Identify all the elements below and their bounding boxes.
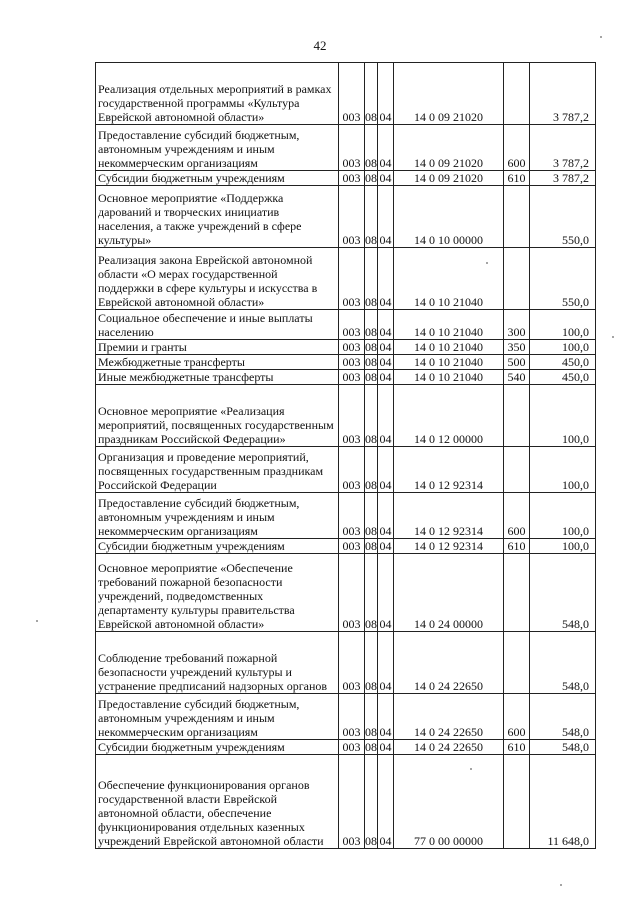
row-name: Межбюджетные трансферты <box>96 355 339 370</box>
row-vr-code: 610 <box>504 740 530 755</box>
row-pr-code: 04 <box>378 447 394 493</box>
row-name: Предоставление субсидий бюджетным, автономным учреждениям и иным некоммерческим организациям <box>96 694 339 740</box>
row-sum: 3 787,2 <box>530 171 596 186</box>
row-csr-code: 14 0 10 21040 <box>394 355 504 370</box>
table-row <box>96 370 596 385</box>
row-csr-code: 14 0 09 21020 <box>394 63 504 125</box>
budget-table <box>95 62 596 849</box>
row-sum: 11 648,0 <box>530 755 596 849</box>
row-pr-code: 04 <box>378 63 394 125</box>
row-vr-code: 600 <box>504 493 530 539</box>
row-sum: 100,0 <box>530 310 596 340</box>
row-rz-code: 08 <box>365 632 378 694</box>
row-gr-code: 003 <box>339 694 365 740</box>
row-sum: 100,0 <box>530 340 596 355</box>
row-csr-code: 14 0 12 92314 <box>394 447 504 493</box>
row-rz-code: 08 <box>365 125 378 171</box>
row-pr-code: 04 <box>379 355 392 369</box>
row-rz-code: 08 <box>365 248 378 310</box>
table-row <box>96 186 596 248</box>
row-vr-code <box>504 632 530 694</box>
row-name: Реализация отдельных мероприятий в рамках государственной программы «Культура Еврейской автономной области» <box>96 63 339 125</box>
row-rz-code: 08 <box>365 493 378 539</box>
row-csr-code: 14 0 10 00000 <box>394 186 504 248</box>
row-vr-code <box>504 186 530 248</box>
row-sum: 550,0 <box>530 186 596 248</box>
table-row <box>96 355 596 370</box>
row-pr-code: 04 <box>378 186 394 248</box>
table-row <box>96 125 596 171</box>
row-name: Субсидии бюджетным учреждениям <box>96 171 339 186</box>
row-rz-code: 08 <box>365 740 377 754</box>
row-gr-code: 003 <box>339 340 365 355</box>
row-sum: 548,0 <box>530 632 596 694</box>
row-pr-code: 04 <box>378 755 394 849</box>
row-pr-code: 04 <box>379 370 392 384</box>
row-sum: 3 787,2 <box>530 125 596 171</box>
row-vr-code: 300 <box>504 310 530 340</box>
row-gr-code: 003 <box>339 310 365 340</box>
row-csr-code: 14 0 09 21020 <box>394 125 504 171</box>
row-gr-code: 003 <box>339 125 365 171</box>
row-pr-code: 04 <box>378 493 394 539</box>
row-pr-code: 04 <box>379 740 392 754</box>
row-name: Субсидии бюджетным учреждениям <box>96 539 339 554</box>
row-name: Иные межбюджетные трансферты <box>96 370 339 385</box>
row-gr-code: 003 <box>339 248 365 310</box>
row-pr-code: 04 <box>378 248 394 310</box>
row-gr-code: 003 <box>339 493 365 539</box>
row-csr-code: 14 0 24 22650 <box>394 694 504 740</box>
row-vr-code: 500 <box>504 355 530 370</box>
row-sum: 3 787,2 <box>530 63 596 125</box>
row-pr-code: 04 <box>379 340 392 354</box>
table-row <box>96 385 596 447</box>
row-rz-code: 08 <box>365 186 378 248</box>
table-row <box>96 447 596 493</box>
row-gr-code: 003 <box>339 63 365 125</box>
row-name: Предоставление субсидий бюджетным, автономным учреждениям и иным некоммерческим организациям <box>96 493 339 539</box>
table-row <box>96 539 596 554</box>
row-csr-code: 14 0 12 92314 <box>394 539 504 554</box>
row-name: Основное мероприятие «Обеспечение требований пожарной безопасности учреждений, подведомственных департаменту культуры правительства Еврейской автономной области» <box>96 554 339 632</box>
row-name: Основное мероприятие «Поддержка дарований и творческих инициатив населения, а также учреждений в сфере культуры» <box>96 186 339 248</box>
row-sum: 548,0 <box>530 554 596 632</box>
row-vr-code <box>504 63 530 125</box>
row-gr-code: 003 <box>339 385 365 447</box>
row-rz-code: 08 <box>365 370 377 384</box>
row-csr-code: 14 0 10 21040 <box>394 340 504 355</box>
row-csr-code: 14 0 10 21040 <box>394 310 504 340</box>
row-csr-code: 14 0 24 22650 <box>394 740 504 755</box>
table-row <box>96 248 596 310</box>
row-pr-code: 04 <box>378 385 394 447</box>
row-csr-code: 14 0 12 92314 <box>394 493 504 539</box>
row-vr-code: 610 <box>504 171 530 186</box>
row-gr-code: 003 <box>339 755 365 849</box>
row-csr-code: 14 0 12 00000 <box>394 385 504 447</box>
row-sum: 100,0 <box>530 447 596 493</box>
row-pr-code: 04 <box>378 125 394 171</box>
row-pr-code: 04 <box>378 694 394 740</box>
row-rz-code: 08 <box>365 447 378 493</box>
row-gr-code: 003 <box>339 355 365 370</box>
row-name: Предоставление субсидий бюджетным, автономным учреждениям и иным некоммерческим организациям <box>96 125 339 171</box>
row-vr-code <box>504 248 530 310</box>
row-pr-code: 04 <box>379 539 392 553</box>
row-csr-code: 14 0 24 22650 <box>394 632 504 694</box>
row-pr-code: 04 <box>378 554 394 632</box>
row-pr-code: 04 <box>378 310 394 340</box>
row-sum: 548,0 <box>530 740 596 755</box>
row-rz-code: 08 <box>365 554 378 632</box>
row-sum: 548,0 <box>530 694 596 740</box>
row-rz-code: 08 <box>365 755 378 849</box>
row-csr-code: 14 0 10 21040 <box>394 248 504 310</box>
row-name: Обеспечение функционирования органов государственной власти Еврейской автономной области, обеспечение функционирования отдельных казенных учреждений Еврейской автономной области <box>96 755 339 849</box>
table-row <box>96 310 596 340</box>
row-gr-code: 003 <box>339 539 365 554</box>
row-rz-code: 08 <box>365 385 378 447</box>
row-sum: 100,0 <box>530 539 596 554</box>
row-name: Соблюдение требований пожарной безопасности учреждений культуры и устранение предписаний надзорных органов <box>96 632 339 694</box>
row-csr-code: 14 0 24 00000 <box>394 554 504 632</box>
row-rz-code: 08 <box>365 694 378 740</box>
row-vr-code <box>504 554 530 632</box>
row-gr-code: 003 <box>339 632 365 694</box>
row-gr-code: 003 <box>339 740 365 755</box>
table-row <box>96 632 596 694</box>
row-rz-code: 08 <box>365 539 377 553</box>
table-row <box>96 554 596 632</box>
row-gr-code: 003 <box>339 554 365 632</box>
row-vr-code <box>504 755 530 849</box>
table-row <box>96 171 596 186</box>
table-row <box>96 340 596 355</box>
row-name: Реализация закона Еврейской автономной области «О мерах государственной поддержки в сфере культуры и искусства в Еврейской автономной области» <box>96 248 339 310</box>
row-sum: 100,0 <box>530 493 596 539</box>
row-vr-code: 610 <box>504 539 530 554</box>
table-row <box>96 694 596 740</box>
row-name: Субсидии бюджетным учреждениям <box>96 740 339 755</box>
row-name: Основное мероприятие «Реализация мероприятий, посвященных государственным праздникам Российской Федерации» <box>96 385 339 447</box>
row-pr-code: 04 <box>378 632 394 694</box>
table-row <box>96 63 596 125</box>
row-rz-code: 08 <box>365 355 377 369</box>
table-row <box>96 755 596 849</box>
row-vr-code: 600 <box>504 694 530 740</box>
row-vr-code <box>504 385 530 447</box>
table-row <box>96 740 596 755</box>
table-row <box>96 493 596 539</box>
row-rz-code: 08 <box>365 340 377 354</box>
row-vr-code: 600 <box>504 125 530 171</box>
page-number: 42 <box>313 38 327 53</box>
row-gr-code: 003 <box>339 171 365 186</box>
row-rz-code: 08 <box>365 63 378 125</box>
row-vr-code: 350 <box>504 340 530 355</box>
row-rz-code: 08 <box>365 310 378 340</box>
row-vr-code <box>504 447 530 493</box>
row-rz-code: 08 <box>365 171 377 185</box>
row-csr-code: 14 0 09 21020 <box>394 171 504 186</box>
row-sum: 100,0 <box>530 385 596 447</box>
row-gr-code: 003 <box>339 447 365 493</box>
row-pr-code: 04 <box>379 171 392 185</box>
row-gr-code: 003 <box>339 186 365 248</box>
row-name: Премии и гранты <box>96 340 339 355</box>
row-name: Организация и проведение мероприятий, посвященных государственным праздникам Российской Федерации <box>96 447 339 493</box>
row-vr-code: 540 <box>504 370 530 385</box>
row-sum: 450,0 <box>530 355 596 370</box>
row-csr-code: 77 0 00 00000 <box>394 755 504 849</box>
row-sum: 450,0 <box>530 370 596 385</box>
row-gr-code: 003 <box>339 370 365 385</box>
row-name: Социальное обеспечение и иные выплаты населению <box>96 310 339 340</box>
row-csr-code: 14 0 10 21040 <box>394 370 504 385</box>
row-sum: 550,0 <box>530 248 596 310</box>
